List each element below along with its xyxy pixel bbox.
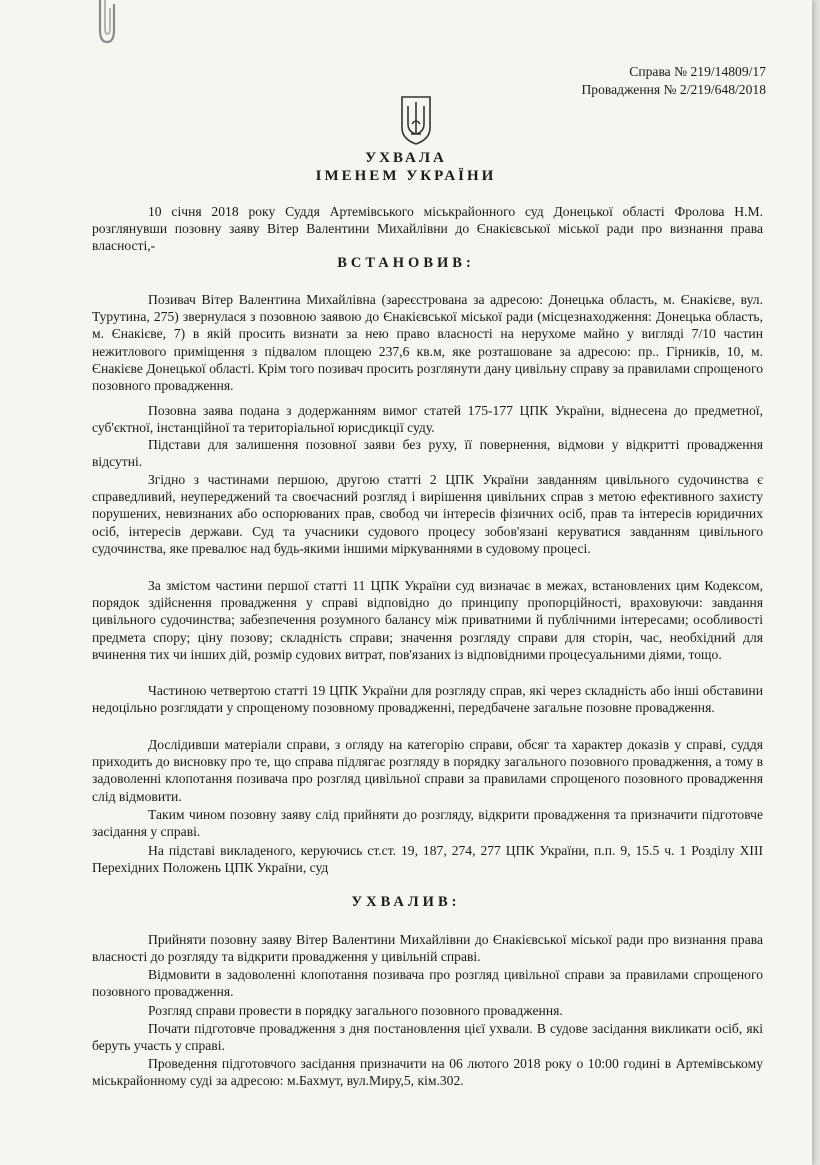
established-paragraph: Дослідивши матеріали справи, з огляду на категорію справи, обсяг та характер доказів у справі, суддя приходить до висновку про те, що справа підлягає розгляду в порядку загального позовного провадження, а тому в задоволенні клопотання позивача про розгляд цивільної справи за правилами спрощеного позовного провадження слід відмовити. [92,737,763,804]
decided-heading: УХВАЛИВ: [351,894,461,910]
decided-paragraph: Проведення підготовчого засідання призначити на 06 лютого 2018 року о 10:00 годині в Артемівському міськрайонному суді за адресою: м.Бахмут, вул.Миру,5, кім.302. [92,1056,763,1089]
established-heading: ВСТАНОВИВ: [337,255,475,271]
case-number: Справа № 219/14809/17 [629,64,766,79]
established-paragraph: Підстави для залишення позовної заяви без руху, її повернення, відмови у відкритті провадження відсутні. [92,437,763,470]
established-paragraph: Згідно з частинами першою, другою статті 2 ЦПК України завданням цивільного судочинства є справедливий, неупереджений та своєчасний розгляд і вирішення цивільних справ з метою ефективного захисту порушених, невизнаних або оспорюваних прав, свобод чи інтересів фізичних осіб, прав та інтересів юридичних осіб, інтересів держави. Суд та учасники судового процесу зобов'язані керуватися завданням цивільного судочинства, яке превалює над будь-якими іншими міркуваннями в судовому процесі. [92,472,763,556]
decided-paragraph: Почати підготовче провадження з дня постановлення цієї ухвали. В судове засідання викликати осіб, які беруть участь у справі. [92,1021,763,1054]
established-paragraph: Частиною четвертою статті 19 ЦПК України для розгляду справ, які через складність або інші обставини недоцільно розглядати у спрощеному позовному провадженні, передбачене загальне позовне провадження. [92,683,763,716]
established-paragraph: За змістом частини першої статті 11 ЦПК України суд визначає в межах, встановлених цим Кодексом, порядок здійснення провадження у справі відповідно до принципу пропорційності, враховуючи: завдання цивільного судочинства; забезпечення розумного балансу між приватними й публічними інтересами; особливості предмета спору; ціну позову; складність справи; значення розгляду справи для сторін, час, необхідний для вчинення тих чи інших дій, розмір судових витрат, пов'язаних із відповідними процесуальними діями, тощо. [92,578,763,662]
established-paragraph: На підставі викладеного, керуючись ст.ст. 19, 187, 274, 277 ЦПК України, п.п. 9, 15.5 ч. 1 Розділу XIII Перехідних Положень ЦПК України, суд [92,843,763,876]
proceeding-number: Провадження № 2/219/648/2018 [581,82,766,97]
decided-paragraph: Розгляд справи провести в порядку загального позовного провадження. [148,1003,563,1018]
trident-emblem-icon [399,94,433,146]
paperclip-icon [92,0,122,46]
intro-paragraph: 10 січня 2018 року Суддя Артемівського міськрайонного суд Донецької області Фролова Н.М. розглянувши позовну заяву Вітер Валентини Михайлівни до Єнакієвської міської ради про визнання права власності,- [92,204,763,254]
established-paragraph: Таким чином позовну заяву слід прийняти до розгляду, відкрити провадження та призначити підготовче засідання у справі. [92,807,763,840]
established-paragraph: Позивач Вітер Валентина Михайлівна (зареєстрована за адресою: Донецька область, м. Єнакієве, вул. Турутина, 275) звернулася з позовною заявою до Єнакієвської міської ради (місцезнаходження: Донецька область, м. Єнакієве, 7) в якій просить визнати за нею право власності на нерухоме майно у вигляді 7/10 частин нежитлового приміщення з підвалом площею 237,6 кв.м, яке розташоване за адресою: пр.. Гірників, 10, м. Єнакієве Донецької області. Крім того позивач просить розглянути дану цивільну справу за правилами спрощеного позовного провадження. [92,292,763,394]
decided-paragraph: Відмовити в задоволенні клопотання позивача про розгляд цивільної справи за правилами спрощеного позовного провадження. [92,967,763,1000]
case-number-block [581,63,766,99]
document-subtitle: ІМЕНЕМ УКРАЇНИ [315,168,497,184]
document-title: УХВАЛА [365,150,447,166]
decided-paragraph: Прийняти позовну заяву Вітер Валентини Михайлівни до Єнакієвської міської ради про визнання права власності до розгляду та відкрити провадження у цивільній справі. [92,932,763,965]
established-paragraph: Позовна заява подана з додержанням вимог статей 175-177 ЦПК України, віднесена до предметної, суб'єктної, інстанційної та територіальної юрисдикції суду. [92,403,763,436]
